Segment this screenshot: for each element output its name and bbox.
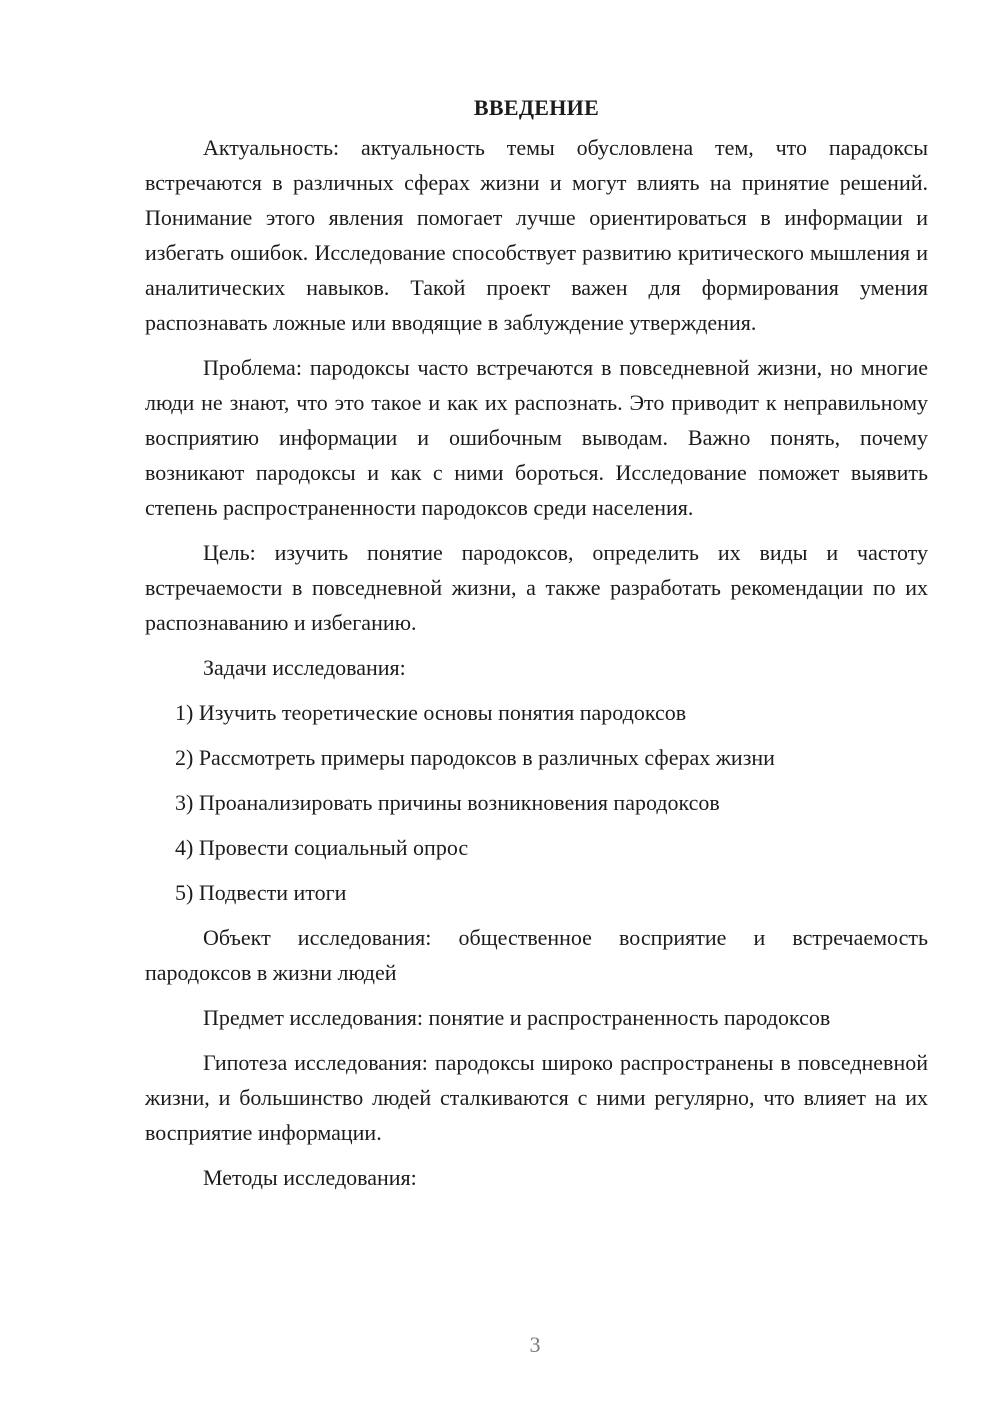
page-number: 3: [529, 1332, 541, 1357]
hypothesis-paragraph: Гипотеза исследования: пародоксы широко распространены в повседневной жизни, и большинство людей сталкиваются с ними регулярно, что влияет на их восприятие информации.: [145, 1050, 928, 1145]
tasks-list: [145, 695, 928, 910]
relevance-paragraph: Актуальность: актуальность темы обусловлена тем, что парадоксы встречаются в различных сферах жизни и могут влиять на принятие решений. Понимание этого явления помогает лучше ориентироваться в информации и избегать ошибок. Исследование способствует развитию критического мышления и аналитических навыков. Такой проект важен для формирования умения распознавать ложные или вводящие в заблуждение утверждения.: [145, 135, 928, 335]
task-item: 4) Провести социальный опрос: [175, 835, 469, 860]
task-item: 1) Изучить теоретические основы понятия пародоксов: [175, 700, 687, 725]
goal-paragraph: Цель: изучить понятие пародоксов, определить их виды и частоту встречаемости в повседневной жизни, а также разработать рекомендации по их распознаванию и избеганию.: [145, 540, 928, 635]
problem-paragraph: Проблема: пародоксы часто встречаются в повседневной жизни, но многие люди не знают, что это такое и как их распознать. Это приводит к неправильному восприятию информации и ошибочным выводам. Важно понять, почему возникают пародоксы и как с ними бороться. Исследование поможет выявить степень распространенности пародоксов среди населения.: [145, 355, 928, 520]
task-item: 5) Подвести итоги: [175, 880, 347, 905]
section-heading: ВВЕДЕНИЕ: [473, 95, 600, 120]
task-item: 2) Рассмотреть примеры пародоксов в различных сферах жизни: [175, 745, 775, 770]
task-item: 3) Проанализировать причины возникновения пародоксов: [175, 790, 720, 815]
object-paragraph: Объект исследования: общественное восприятие и встречаемость пародоксов в жизни людей: [145, 925, 928, 985]
methods-label: Методы исследования:: [203, 1165, 417, 1190]
subject-paragraph: Предмет исследования: понятие и распространенность пародоксов: [203, 1005, 831, 1030]
tasks-label: Задачи исследования:: [203, 655, 406, 680]
document-page: [145, 92, 928, 1205]
